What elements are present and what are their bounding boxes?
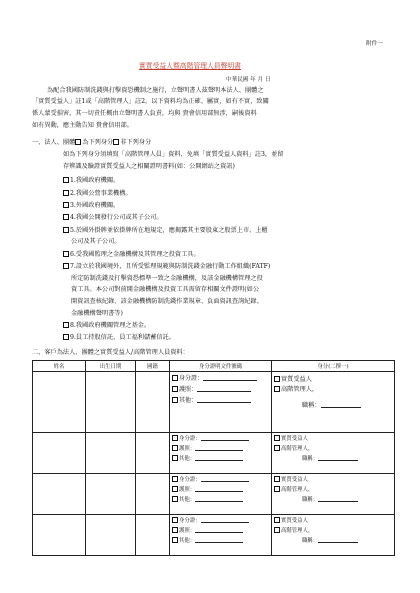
item-1-label: 1.我國政府機關。 bbox=[70, 177, 120, 184]
other-id-field[interactable] bbox=[195, 454, 243, 461]
beneficial-owner-checkbox[interactable] bbox=[274, 476, 280, 482]
id-card-checkbox[interactable] bbox=[172, 476, 178, 482]
beneficial-owner-label: 實質受益人 bbox=[281, 518, 308, 524]
other-id-checkbox[interactable] bbox=[172, 537, 178, 543]
passport-checkbox[interactable] bbox=[172, 386, 178, 392]
other-id-label: 其他： bbox=[179, 397, 198, 404]
name-cell[interactable] bbox=[33, 515, 86, 556]
col-nationality: 國籍 bbox=[136, 361, 170, 372]
job-title-label: 職稱： bbox=[302, 456, 319, 462]
id-card-label: 身分證： bbox=[179, 375, 204, 382]
senior-manager-label: 高階管理人， bbox=[281, 446, 314, 452]
col-birthdate: 出生日期 bbox=[86, 361, 136, 372]
id-cell bbox=[170, 433, 272, 474]
list-item-8 bbox=[63, 321, 150, 330]
table-header-row bbox=[33, 361, 395, 372]
name-cell[interactable] bbox=[33, 372, 86, 433]
id-card-field[interactable] bbox=[201, 475, 249, 482]
page-title: 實質受益人暨高階管理人員聲明書 bbox=[139, 62, 241, 70]
passport-field[interactable] bbox=[195, 526, 243, 533]
passport-checkbox[interactable] bbox=[172, 486, 178, 492]
beneficial-owner-label: 實質受益人 bbox=[281, 376, 312, 383]
item-9-checkbox[interactable] bbox=[63, 334, 69, 340]
status-no-checkbox[interactable] bbox=[113, 139, 119, 145]
list-item-5-cont: 公司及其子公司。 bbox=[71, 238, 121, 245]
list-item-3 bbox=[63, 201, 119, 210]
status-no-label: 非下列身分 bbox=[120, 139, 152, 146]
item-5-checkbox[interactable] bbox=[63, 227, 69, 233]
date-line: 中華民國 年 月 日 bbox=[226, 77, 271, 83]
table-row bbox=[33, 474, 395, 515]
beneficial-owner-checkbox[interactable] bbox=[274, 435, 280, 441]
id-cell bbox=[170, 372, 272, 433]
job-title-field[interactable] bbox=[321, 401, 361, 408]
list-item-4 bbox=[63, 213, 163, 222]
list-item-7 bbox=[63, 262, 270, 271]
other-id-label: 其他： bbox=[179, 456, 196, 462]
job-title-label: 職稱： bbox=[302, 538, 319, 544]
nationality-cell[interactable] bbox=[136, 474, 170, 515]
item-4-checkbox[interactable] bbox=[63, 214, 69, 220]
item-8-label: 8.我國政府機關管理之基金。 bbox=[70, 322, 151, 329]
id-card-label: 身分證： bbox=[179, 477, 201, 483]
beneficial-owner-label: 實質受益人 bbox=[281, 477, 308, 483]
nationality-cell[interactable] bbox=[136, 515, 170, 556]
job-title-label: 職稱： bbox=[302, 497, 319, 503]
beneficial-owner-checkbox[interactable] bbox=[274, 376, 280, 382]
other-id-field[interactable] bbox=[195, 536, 243, 543]
nationality-cell[interactable] bbox=[136, 372, 170, 433]
item-6-checkbox[interactable] bbox=[63, 251, 69, 257]
passport-label: 護照： bbox=[179, 386, 198, 393]
col-name: 姓名 bbox=[33, 361, 86, 372]
role-cell bbox=[272, 515, 395, 556]
section2-heading: 二、客戶為法人、團體之實質受益人/高階管理人員資料： bbox=[32, 349, 189, 356]
passport-field[interactable] bbox=[197, 385, 251, 392]
other-id-field[interactable] bbox=[197, 396, 251, 403]
section1-heading bbox=[32, 138, 151, 147]
senior-manager-checkbox[interactable] bbox=[274, 445, 280, 451]
intro-line-3: 係人蒙受損害，其一切責任概由立聲明書人負責，均與 貴會信用部無涉，嗣後資料 bbox=[32, 110, 257, 117]
role-cell bbox=[272, 433, 395, 474]
table-row bbox=[33, 515, 395, 556]
other-id-checkbox[interactable] bbox=[172, 496, 178, 502]
other-id-field[interactable] bbox=[195, 495, 243, 502]
job-title-field[interactable] bbox=[318, 536, 358, 543]
item-2-label: 2.我國公營事業機構。 bbox=[70, 190, 132, 197]
other-id-checkbox[interactable] bbox=[172, 397, 178, 403]
role-cell bbox=[272, 372, 395, 433]
birthdate-cell[interactable] bbox=[86, 515, 136, 556]
other-id-checkbox[interactable] bbox=[172, 455, 178, 461]
list-item-5 bbox=[63, 226, 268, 235]
birthdate-cell[interactable] bbox=[86, 474, 136, 515]
item-9-label: 9.員工持股信託、員工福利儲蓄信託。 bbox=[70, 334, 175, 341]
section1-heading-prefix: 一、法人、團體 bbox=[32, 139, 76, 146]
senior-manager-label: 高階管理人， bbox=[281, 487, 314, 493]
item-4-label: 4.我國公開發行公司或其子公司。 bbox=[70, 214, 163, 221]
birthdate-cell[interactable] bbox=[86, 433, 136, 474]
passport-field[interactable] bbox=[195, 444, 243, 451]
list-item-6 bbox=[63, 250, 200, 259]
item-5-label: 5.於國外掛牌並依掛牌所在地規定，應揭露其主要股東之股票上市、上櫃 bbox=[70, 227, 268, 234]
passport-label: 護照： bbox=[179, 446, 196, 452]
intro-line-4: 如有異動，應主動告知 貴會信用部。 bbox=[32, 122, 133, 129]
senior-manager-checkbox[interactable] bbox=[274, 386, 280, 392]
senior-manager-label: 高階管理人， bbox=[281, 386, 319, 393]
item-3-checkbox[interactable] bbox=[63, 202, 69, 208]
item-7-checkbox[interactable] bbox=[63, 263, 69, 269]
passport-checkbox[interactable] bbox=[172, 527, 178, 533]
name-cell[interactable] bbox=[33, 474, 86, 515]
job-title-label: 職稱： bbox=[302, 402, 321, 409]
table-row bbox=[33, 372, 395, 433]
senior-manager-checkbox[interactable] bbox=[274, 527, 280, 533]
item-2-checkbox[interactable] bbox=[63, 190, 69, 196]
id-card-label: 身分證： bbox=[179, 518, 201, 524]
other-id-label: 其他： bbox=[179, 538, 196, 544]
id-card-label: 身分證： bbox=[179, 436, 201, 442]
id-card-checkbox[interactable] bbox=[172, 375, 178, 381]
list-item-9 bbox=[63, 333, 175, 342]
other-id-label: 其他： bbox=[179, 497, 196, 503]
passport-label: 護照： bbox=[179, 487, 196, 493]
status-yes-checkbox[interactable] bbox=[75, 139, 81, 145]
passport-checkbox[interactable] bbox=[172, 445, 178, 451]
attachment-label: 附件一 bbox=[366, 41, 383, 47]
list-item-2 bbox=[63, 189, 132, 198]
intro-line-1: 為配合我國防制洗錢與打擊資恐機制之施行，立聲明書人茲聲明本法人、團體之 bbox=[47, 87, 264, 94]
list-item-7-cont-3: 開資訊查核紀錄、該金融機構防制洗錢作業規章、負面資訊查詢紀錄、 bbox=[71, 298, 263, 305]
id-cell bbox=[170, 515, 272, 556]
senior-manager-checkbox[interactable] bbox=[274, 486, 280, 492]
id-card-checkbox[interactable] bbox=[172, 435, 178, 441]
nationality-cell[interactable] bbox=[136, 433, 170, 474]
job-title-field[interactable] bbox=[318, 454, 358, 461]
list-item-7-cont-4: 金融機構聲明書等) bbox=[71, 310, 123, 317]
section1-note-1: 如為下列身分須填寫「高階管理人員」資料，免填「實質受益人資料」註3，並留 bbox=[63, 151, 284, 158]
col-id-number: 身分證明文件號碼 bbox=[170, 361, 272, 372]
intro-line-2: 「實質受益人」註1或「高階管理人」註2，以下資料均為正確、屬實，如有不實，致關 bbox=[32, 98, 269, 105]
beneficiary-table bbox=[32, 360, 395, 556]
name-cell[interactable] bbox=[33, 433, 86, 474]
job-title-field[interactable] bbox=[318, 495, 358, 502]
item-6-label: 6.受我國監理之金融機構及其管理之投資工具。 bbox=[70, 251, 200, 258]
beneficial-owner-label: 實質受益人 bbox=[281, 436, 308, 442]
passport-label: 護照： bbox=[179, 528, 196, 534]
id-card-field[interactable] bbox=[201, 516, 249, 523]
passport-field[interactable] bbox=[195, 485, 243, 492]
list-item-1 bbox=[63, 176, 119, 185]
status-yes-label: 為下列身分 bbox=[82, 139, 114, 146]
table-row bbox=[33, 433, 395, 474]
senior-manager-label: 高階管理人， bbox=[281, 528, 314, 534]
birthdate-cell[interactable] bbox=[86, 372, 136, 433]
list-item-7-cont-2: 資工具。本公司對前開金融機構及投資工具需留存相關文件證明(如公 bbox=[71, 286, 260, 293]
section1-note-2: 存辨識及驗證實質受益人之相關證明書料(如：公開網站之資訊) bbox=[63, 163, 235, 170]
id-card-checkbox[interactable] bbox=[172, 517, 178, 523]
id-card-field[interactable] bbox=[203, 374, 257, 381]
beneficial-owner-checkbox[interactable] bbox=[274, 517, 280, 523]
id-card-field[interactable] bbox=[201, 434, 249, 441]
list-item-7-cont-1: 所定防制洗錢及打擊資恐標準一致之金融機構，及該金融機構管理之投 bbox=[71, 275, 263, 282]
role-cell bbox=[272, 474, 395, 515]
item-7-label: 7.設立於我國境外，且所受監理規範與防制洗錢金融行動工作組織(FATF) bbox=[70, 263, 271, 270]
item-8-checkbox[interactable] bbox=[63, 322, 69, 328]
item-3-label: 3.外國政府機關。 bbox=[70, 202, 120, 209]
id-cell bbox=[170, 474, 272, 515]
item-1-checkbox[interactable] bbox=[63, 177, 69, 183]
col-role: 身分(二擇一) bbox=[272, 361, 395, 372]
